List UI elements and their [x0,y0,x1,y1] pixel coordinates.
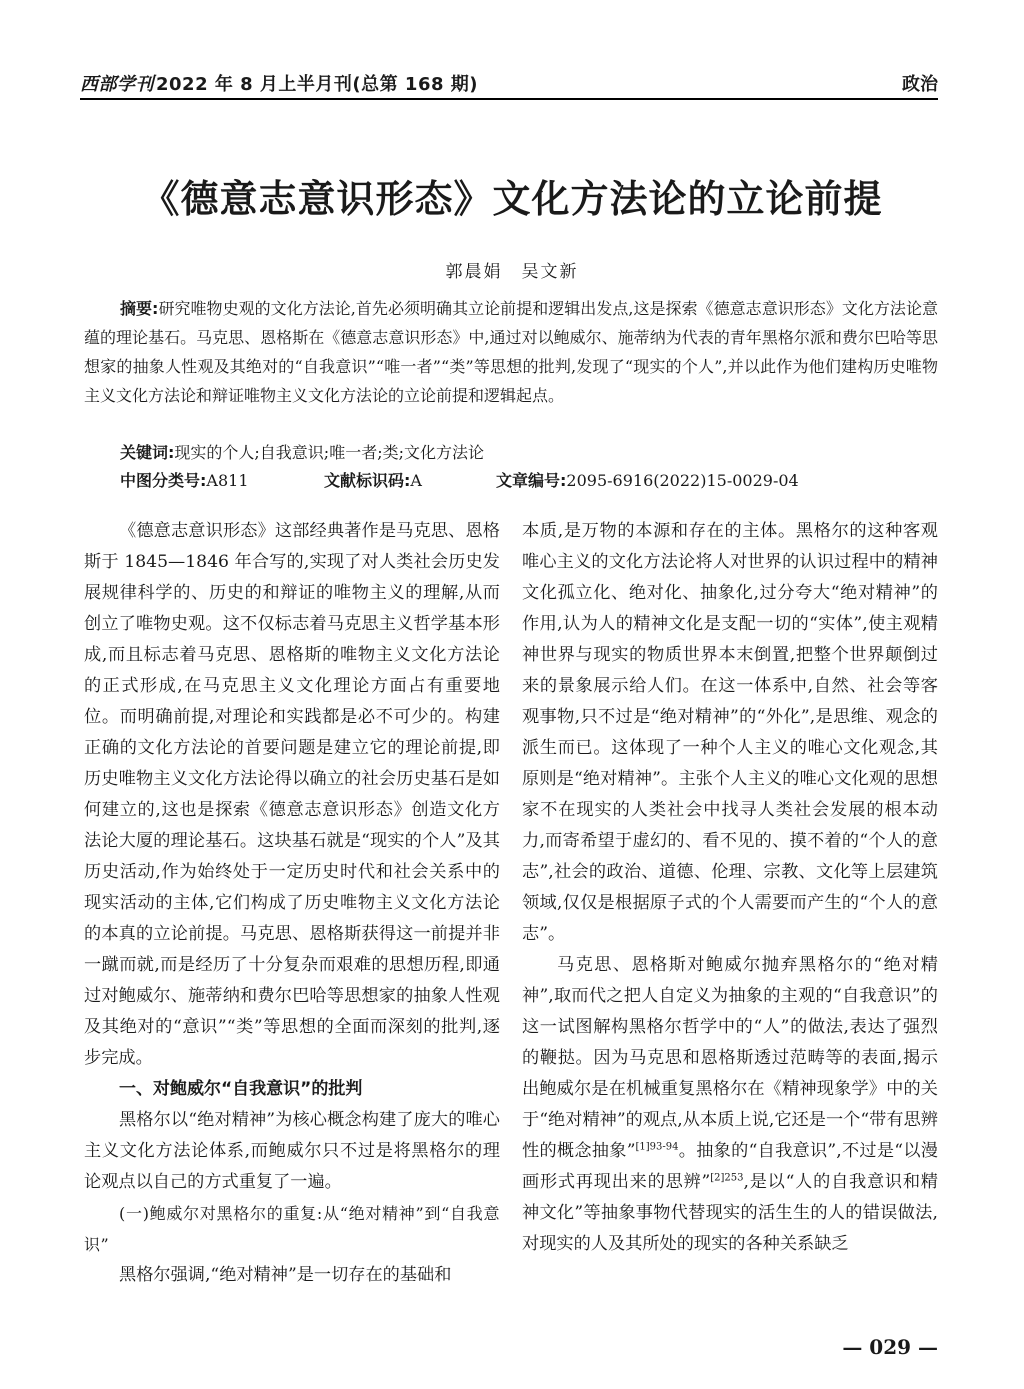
citation-ref: [1]93-94 [635,1141,679,1153]
clc-label: 中图分类号: [120,471,207,490]
text-segment: ,是以“人的自我意识和精神文化”等抽象事物代替现实的活生生的人的错误做法,对现实的人及其所处的现实的各种关系缺乏 [522,1172,938,1254]
article-value: 2095-6916(2022)15-0029-04 [566,471,799,490]
issue-info: 2022 年 8 月上半月刊(总第 168 期) [156,74,478,95]
page-number: — 029 — [842,1335,938,1359]
text-segment: 马克思、恩格斯对鲍威尔抛弃黑格尔的“绝对精神”,取而代之把人自定义为抽象的主观的“自我意识”的这一试图解构黑格尔哲学中的“人”的做法,表达了强烈的鞭挞。因为马克思和恩格斯透过范畴等的表面,揭示出鲍威尔是在机械重复黑格尔在《精神现象学》中的关于“绝对精神”的观点,从本质上说,它还是一个“带有思辨性的概念抽象” [522,955,938,1161]
body-paragraph: 本质,是万物的本源和存在的主体。黑格尔的这种客观唯心主义的文化方法论将人对世界的认识过程中的精神文化孤立化、绝对化、抽象化,过分夸大“绝对精神”的作用,认为人的精神文化是支配一切的“实体”,使主观精神世界与现实的物质世界本末倒置,把整个世界颠倒过来的景象展示给人们。在这一体系中,自然、社会等客观事物,只不过是“绝对精神”的“外化”,是思维、观念的派生而已。这体现了一种个人主义的唯心文化观念,其原则是“绝对精神”。主张个人主义的唯心文化观的思想家不在现实的人类社会中找寻人类社会发展的根本动力,而寄希望于虚幻的、看不见的、摸不着的“个人的意志”,社会的政治、道德、伦理、宗教、文化等上层建筑领域,仅仅是根据原子式的个人需要而产生的“个人的意志”。 [522,521,938,944]
abstract-label: 摘要: [120,299,159,318]
keywords [120,440,938,466]
clc-value: A811 [206,471,249,490]
journal-issue [80,70,478,96]
body-paragraph: 黑格尔强调,“绝对精神”是一切存在的基础和 [119,1265,452,1285]
running-header [80,66,938,96]
body-paragraph [522,950,938,1260]
journal-logo: 西部学刊 [80,74,154,95]
section-heading: 一、对鲍威尔“自我意识”的批判 [119,1079,363,1099]
body-paragraph: 黑格尔以“绝对精神”为核心概念构建了庞大的唯心主义文化方法论体系,而鲍威尔只不过是将黑格尔的理论观点以自己的方式重复了一遍。 [84,1110,500,1192]
document-code [324,468,422,494]
subsection-heading: (一)鲍威尔对黑格尔的重复:从“绝对精神”到“自我意识” [84,1204,500,1254]
article-title: 《德意志意识形态》文化方法论的立论前提 [141,177,883,221]
abstract-text: 研究唯物史观的文化方法论,首先必须明确其立论前提和逻辑出发点,这是探索《德意志意识形态》文化方法论意蕴的理论基石。马克思、恩格斯在《德意志意识形态》中,通过对以鲍威尔、施蒂纳为代表的青年黑格尔派和费尔巴哈等思想家的抽象人性观及其绝对的“自我意识”“唯一者”“类”等思想的批判,发现了“现实的个人”,并以此作为他们建构历史唯物主义文化方法论和辩证唯物主义文化方法论的立论前提和逻辑起点。 [84,299,938,405]
keywords-label: 关键词: [120,443,175,462]
article-number [496,468,799,494]
abstract [84,294,938,410]
body-column-right [522,516,938,1260]
header-rule [80,98,938,100]
article-label: 文章编号: [496,471,567,490]
citation-ref: [2]253 [710,1172,744,1184]
authors: 郭晨娟 吴文新 [445,262,579,282]
body-paragraph: 《德意志意识形态》这部经典著作是马克思、恩格斯于 1845—1846 年合写的,实现了对人类社会历史发展规律科学的、历史的和辩证的唯物主义的理解,从而创立了唯物史观。这不仅标志着马克思主义哲学基本形成,而且标志着马克思、恩格斯的唯物主义文化方法论的正式形成,在马克思主义文化理论方面占有重要地位。而明确前提,对理论和实践都是必不可少的。构建正确的文化方法论的首要问题是建立它的理论前提,即历史唯物主义文化方法论得以确立的社会历史基石是如何建立的,这也是探索《德意志意识形态》创造文化方法论大厦的理论基石。这块基石就是“现实的个人”及其历史活动,作为始终处于一定历史时代和社会关系中的现实活动的主体,它们构成了历史唯物主义文化方法论的本真的立论前提。马克思、恩格斯获得这一前提并非一蹴而就,而是经历了十分复杂而艰难的思想历程,即通过对鲍威尔、施蒂纳和费尔巴哈等思想家的抽象人性观及其绝对的“意识”“类”等思想的全面而深刻的批判,逐步完成。 [84,521,500,1068]
text-segment: 。抽象的“自我意识”,不过是“以漫画形式再现出来的思辨” [522,1141,938,1192]
clc-code [120,468,249,494]
doc-label: 文献标识码: [324,471,411,490]
doc-value: A [410,471,422,490]
body-column-left [84,516,500,1291]
keywords-text: 现实的个人;自我意识;唯一者;类;文化方法论 [174,443,484,462]
section-label: 政治 [902,74,938,95]
